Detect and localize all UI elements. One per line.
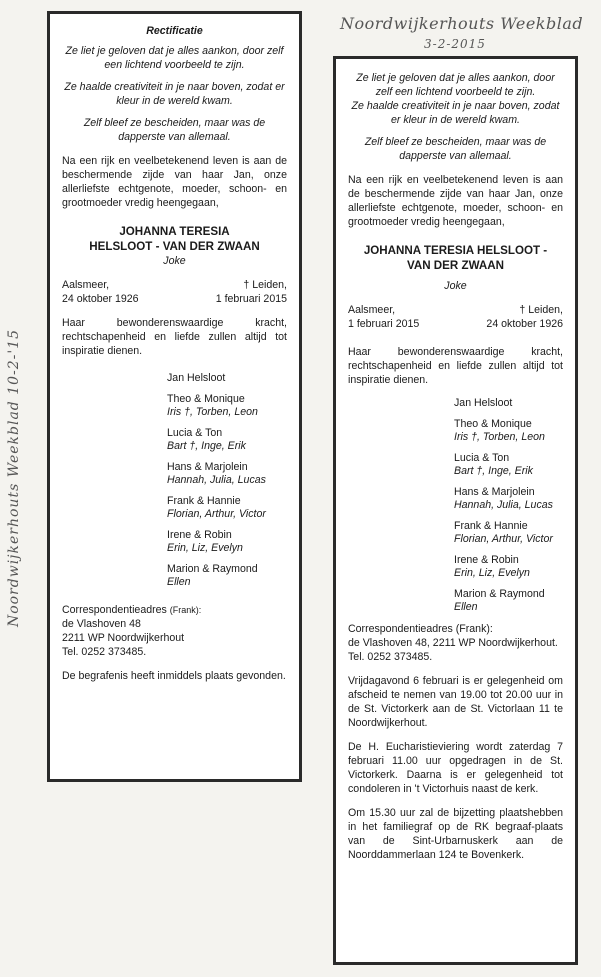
obituary-notice-rectification <box>47 11 302 782</box>
family-member: Frank & Hannie <box>167 495 241 507</box>
name-line-1: JOHANNA TERESIA <box>119 225 230 238</box>
family-entry <box>167 461 287 487</box>
family-member: Jan Helsloot <box>167 372 226 384</box>
correspondence-city: 2211 WP Noordwijkerhout <box>62 632 185 644</box>
family-children: Iris †, Torben, Leon <box>454 431 545 443</box>
correspondence-label-line <box>62 603 287 617</box>
obituary-notice <box>333 56 578 965</box>
family-children: Bart †, Inge, Erik <box>454 465 533 477</box>
name-line-2: HELSLOOT - VAN DER ZWAAN <box>89 240 260 253</box>
poem-stanza-1: Ze liet je geloven dat je alles aankon, door zelf een lichtend voorbeeld te zijn. <box>356 72 555 98</box>
correspondence-address-line: de Vlashoven 48, 2211 WP Noordwijkerhout. <box>348 637 558 649</box>
family-member: Frank & Hannie <box>454 520 528 532</box>
family-member: Lucia & Ton <box>454 452 510 464</box>
poem-stanza-2: Ze haalde creativiteit in je naar boven, zodat er kleur in de wereld kwam. <box>64 81 285 107</box>
birth-date: 24 oktober 1926 <box>62 293 139 305</box>
family-children: Bart †, Inge, Erik <box>167 440 246 452</box>
family-entry <box>454 588 563 614</box>
death-place: † Leiden, <box>519 304 563 316</box>
family-member: Theo & Monique <box>454 418 532 430</box>
place-row <box>62 278 287 292</box>
death-date: 1 februari 2015 <box>215 293 287 305</box>
correspondence-phone: Tel. 0252 373485. <box>62 646 147 658</box>
family-entry <box>167 372 287 385</box>
handwritten-date: 3-2-2015 <box>424 37 486 51</box>
poem-stanza-2: Ze haalde creativiteit in je naar boven, zodat er kleur in de wereld kwam. <box>351 100 560 126</box>
intro-text: Na een rijk en veelbetekenend leven is aan de beschermende zijde van haar Jan, onze allerliefste echtgenote, moeder, schoon- en grootmoeder vredig heengegaan, <box>348 174 563 228</box>
handwritten-newspaper-title: Noordwijkerhouts Weekblad <box>340 14 584 33</box>
deceased-name <box>62 224 287 254</box>
correspondence-address <box>62 603 287 659</box>
correspondence-contact: (Frank): <box>169 605 202 615</box>
family-member: Hans & Marjolein <box>454 486 535 498</box>
first-date: 1 februari 2015 <box>348 318 420 330</box>
family-member: Marion & Raymond <box>454 588 545 600</box>
handwritten-side-note <box>2 300 24 660</box>
death-place: † Leiden, <box>243 279 287 291</box>
family-member: Irene & Robin <box>454 554 519 566</box>
name-line-2: VAN DER ZWAAN <box>406 259 505 272</box>
correspondence-label: Correspondentieadres (Frank): <box>348 623 493 635</box>
family-member: Lucia & Ton <box>167 427 223 439</box>
intro-text: Na een rijk en veelbetekenend leven is aan de beschermende zijde van haar Jan, onze allerliefste echtgenote, moeder, schoon- en grootmoeder vredig heengegaan, <box>62 155 287 209</box>
family-entry <box>454 452 563 478</box>
family-children: Erin, Liz, Evelyn <box>167 542 243 554</box>
mass-text: De H. Eucharistieviering wordt zaterdag 7 februari 11.00 uur opgedragen in de St. Victorkerk. Daarna is er gelegenheid tot condoleren in 't Victorhuis naast de kerk. <box>348 741 563 795</box>
family-entry <box>167 529 287 555</box>
deceased-name <box>348 243 563 273</box>
family-entry <box>167 427 287 453</box>
poem-stanza-3: Zelf bleef ze bescheiden, maar was de dapperste van allemaal. <box>83 117 266 143</box>
correspondence-phone: Tel. 0252 373485. <box>348 651 433 663</box>
notice-heading: Rectificatie <box>146 25 203 37</box>
tribute-text: Haar bewonderenswaardige kracht, rechtschapenheid en liefde zullen altijd tot inspiratie dienen. <box>62 317 287 357</box>
family-list <box>348 397 563 614</box>
family-member: Theo & Monique <box>167 393 245 405</box>
family-entry <box>454 554 563 580</box>
poem-stanza-3: Zelf bleef ze bescheiden, maar was de dapperste van allemaal. <box>364 136 547 162</box>
family-entry <box>454 418 563 444</box>
place-row <box>348 303 563 317</box>
family-entry <box>167 563 287 589</box>
family-member: Jan Helsloot <box>454 397 513 409</box>
family-entry <box>454 397 563 410</box>
name-line-1: JOHANNA TERESIA HELSLOOT - <box>363 244 548 257</box>
correspondence-label: Correspondentieadres <box>62 604 167 616</box>
family-children: Ellen <box>167 576 191 588</box>
family-children: Florian, Arthur, Victor <box>454 533 553 545</box>
date-row <box>348 317 563 331</box>
family-entry <box>454 486 563 512</box>
poem-stanza-1: Ze liet je geloven dat je alles aankon, door zelf een lichtend voorbeeld te zijn. <box>65 45 284 71</box>
correspondence-address <box>348 622 563 664</box>
family-entry <box>167 495 287 521</box>
family-children: Erin, Liz, Evelyn <box>454 567 530 579</box>
nickname: Joke <box>163 255 186 267</box>
nickname: Joke <box>444 280 467 292</box>
handwritten-side-text: Noordwijkerhouts Weekblad 10-2-'15 <box>6 328 22 628</box>
family-member: Marion & Raymond <box>167 563 258 575</box>
family-entry <box>454 520 563 546</box>
family-children: Ellen <box>454 601 478 613</box>
burial-text: Om 15.30 uur zal de bijzetting plaatshebben in het familiegraf op de RK begraaf-plaats van de Sint-Urbarnuskerk aan de Noorddammerlaan 124 te Bovenkerk. <box>348 807 563 861</box>
family-children: Hannah, Julia, Lucas <box>167 474 266 486</box>
correspondence-street: de Vlashoven 48 <box>62 618 141 630</box>
family-list <box>62 372 287 589</box>
family-children: Hannah, Julia, Lucas <box>454 499 553 511</box>
closing-text: De begrafenis heeft inmiddels plaats gevonden. <box>62 670 286 682</box>
family-member: Hans & Marjolein <box>167 461 248 473</box>
family-entry <box>167 393 287 419</box>
second-date: 24 oktober 1926 <box>486 318 563 330</box>
farewell-text: Vrijdagavond 6 februari is er gelegenheid om afscheid te nemen van 19.00 tot 20.00 uur in de St. Victorkerk aan de St. Victorlaan 11 te Noordwijkerhout. <box>348 675 563 729</box>
birth-place: Aalsmeer, <box>62 279 110 291</box>
family-member: Irene & Robin <box>167 529 232 541</box>
birth-place: Aalsmeer, <box>348 304 396 316</box>
family-children: Iris †, Torben, Leon <box>167 406 258 418</box>
family-children: Florian, Arthur, Victor <box>167 508 266 520</box>
date-row <box>62 292 287 306</box>
tribute-text: Haar bewonderenswaardige kracht, rechtschapenheid en liefde zullen altijd tot inspiratie dienen. <box>348 346 563 386</box>
